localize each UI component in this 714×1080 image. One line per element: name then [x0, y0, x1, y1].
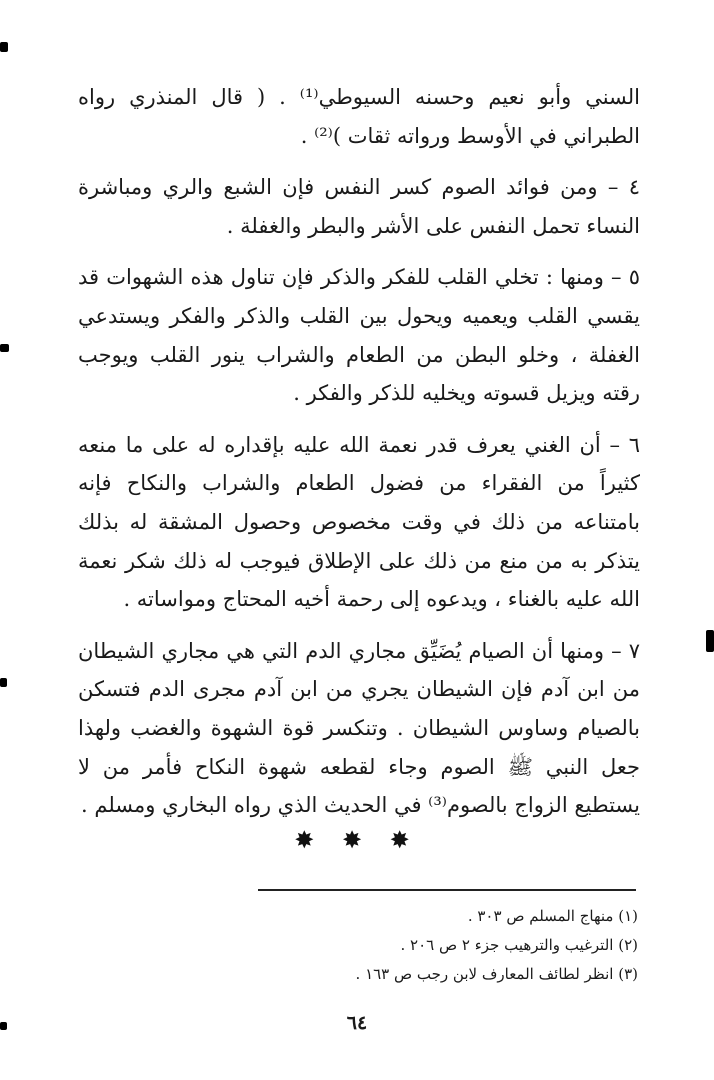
footnote-divider — [258, 889, 636, 891]
paragraph-intro: السني وأبو نعيم وحسنه السيوطي⁽¹⁾ . ( قال المنذري رواه الطبراني في الأوسط ورواته ثقات )⁽²⁾ . — [78, 85, 641, 148]
scan-edge-mark — [0, 344, 9, 352]
scan-edge-mark — [0, 42, 8, 52]
footnote-3: (٣) انظر لطائف المعارف لابن رجب ص ١٦٣ . — [355, 965, 638, 983]
footnote-2: (٢) الترغيب والترهيب جزء ٢ ص ٢٠٦ . — [400, 936, 638, 954]
paragraph-point-5: ٥ – ومنها : تخلي القلب للفكر والذكر فإن تناول هذه الشهوات قد يقسي القلب ويعميه ويحول بين القلب والذكر والفكر ويستدعي الغفلة ، وخلو البطن من الطعام والشراب ينور القلب ويوجب رقته ويزيل قسوته ويخليه للذكر والفكر . — [78, 265, 640, 406]
scan-edge-mark — [706, 630, 714, 652]
paragraph-point-4: ٤ – ومن فوائد الصوم كسر النفس فإن الشبع والري ومباشرة النساء تحمل النفس على الأشر والبطر والغفلة . — [78, 175, 640, 238]
main-text — [78, 78, 640, 825]
paragraph-point-7: ٧ – ومنها أن الصيام يُضَيِّق مجاري الدم التي هي مجاري الشيطان من ابن آدم فإن الشيطان يجري من ابن آدم مجرى الدم فتسكن بالصيام وساوس الشيطان . وتنكسر قوة الشهوة والغضب ولهذا جعل النبي ﷺ الصوم وجاء لقطعه شهوة النكاح فأمر من لا يستطيع الزواج بالصوم⁽³⁾ في الحديث الذي رواه البخاري ومسلم . — [78, 638, 640, 818]
page-number: ٦٤ — [346, 1012, 368, 1034]
scan-edge-mark — [0, 678, 7, 687]
footnote-1: (١) منهاج المسلم ص ٣٠٣ . — [467, 907, 638, 925]
scan-edge-mark — [0, 1022, 7, 1030]
footnotes — [198, 902, 638, 989]
paragraph-point-6: ٦ – أن الغني يعرف قدر نعمة الله عليه بإقداره له على ما منعه كثيراً من الفقراء من فضول الطعام والشراب والنكاح فإنه بامتناعه من ذلك في وقت مخصوص وحصول المشقة له بذلك يتذكر به من منع من ذلك على الإطلاق فيوجب له ذلك شكر نعمة الله عليه بالغناء ، ويدعوه إلى رحمة أخيه المحتاج ومواساته . — [78, 432, 640, 612]
section-separator: ✸ ✸ ✸ — [294, 826, 420, 854]
